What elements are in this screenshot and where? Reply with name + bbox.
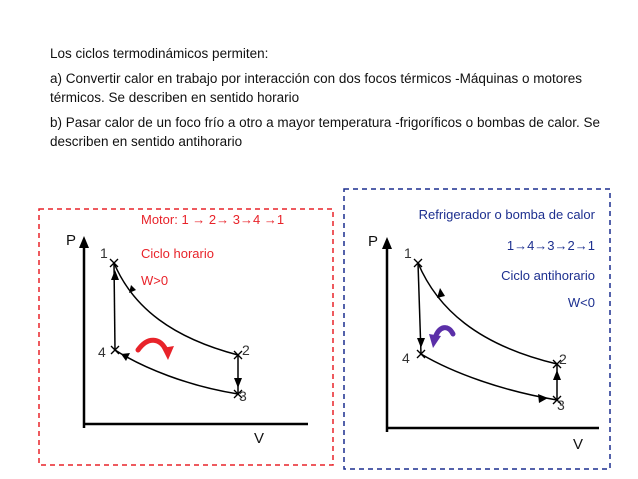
clockwise-arrowhead: [162, 346, 174, 360]
arrowhead-3-2: [553, 370, 561, 380]
v-axis-label: V: [573, 436, 584, 453]
arrowhead-4-3: [538, 394, 548, 403]
adiabat-3-4: [115, 350, 238, 394]
intro-text: [50, 44, 610, 157]
paragraph-b: b) Pasar calor de un foco frío a otro a mayor temperatura -frigoríficos o bombas de calor. Se describen en sentido antihorario: [50, 115, 601, 149]
motor-panel: [38, 208, 334, 466]
refrigerator-panel: [343, 188, 611, 470]
motor-cycle-label: Ciclo horario: [141, 246, 214, 261]
p-axis-arrowhead: [382, 237, 392, 249]
point-3-label: 3: [239, 388, 247, 404]
refrigerator-diagram: [343, 188, 611, 470]
arrowhead-1-2: [129, 285, 136, 293]
refrigerator-work-label: W<0: [567, 295, 595, 310]
arrowhead-3-4: [121, 353, 130, 361]
refrigerator-sequence: 1→4→3→2→1: [506, 238, 595, 253]
point-3-label: 3: [557, 397, 565, 413]
p-axis-arrowhead: [79, 236, 89, 248]
arrowhead-2-1: [437, 288, 445, 298]
point-1-label: 1: [404, 245, 412, 261]
point-4-label: 4: [98, 344, 106, 360]
intro-line: Los ciclos termodinámicos permiten:: [50, 46, 269, 61]
motor-title: Motor: 1 → 2→ 3→4 →1: [141, 212, 285, 227]
point-markers: [110, 259, 242, 398]
motor-work-label: W>0: [141, 273, 169, 288]
adiabat-3-4: [421, 354, 557, 400]
clockwise-arrow-icon: [138, 340, 166, 350]
v-axis-label: V: [254, 430, 265, 447]
p-axis-label: P: [66, 232, 77, 249]
point-2-label: 2: [559, 351, 567, 367]
refrigerator-cycle-label: Ciclo antihorario: [501, 268, 595, 283]
arrowhead-1-4: [417, 338, 425, 348]
arrowhead-2-3: [234, 378, 242, 388]
point-4-label: 4: [402, 350, 410, 366]
p-axis-label: P: [368, 233, 379, 250]
refrigerator-title: Refrigerador o bomba de calor: [418, 207, 595, 222]
point-1-label: 1: [100, 245, 108, 261]
counterclockwise-arrowhead: [429, 334, 441, 348]
adiabat-1-2: [114, 263, 238, 355]
point-2-label: 2: [242, 342, 250, 358]
paragraph-a: a) Convertir calor en trabajo por interacción con dos focos térmicos -Máquinas o motores térmicos. Se describen en sentido horario: [50, 71, 582, 105]
